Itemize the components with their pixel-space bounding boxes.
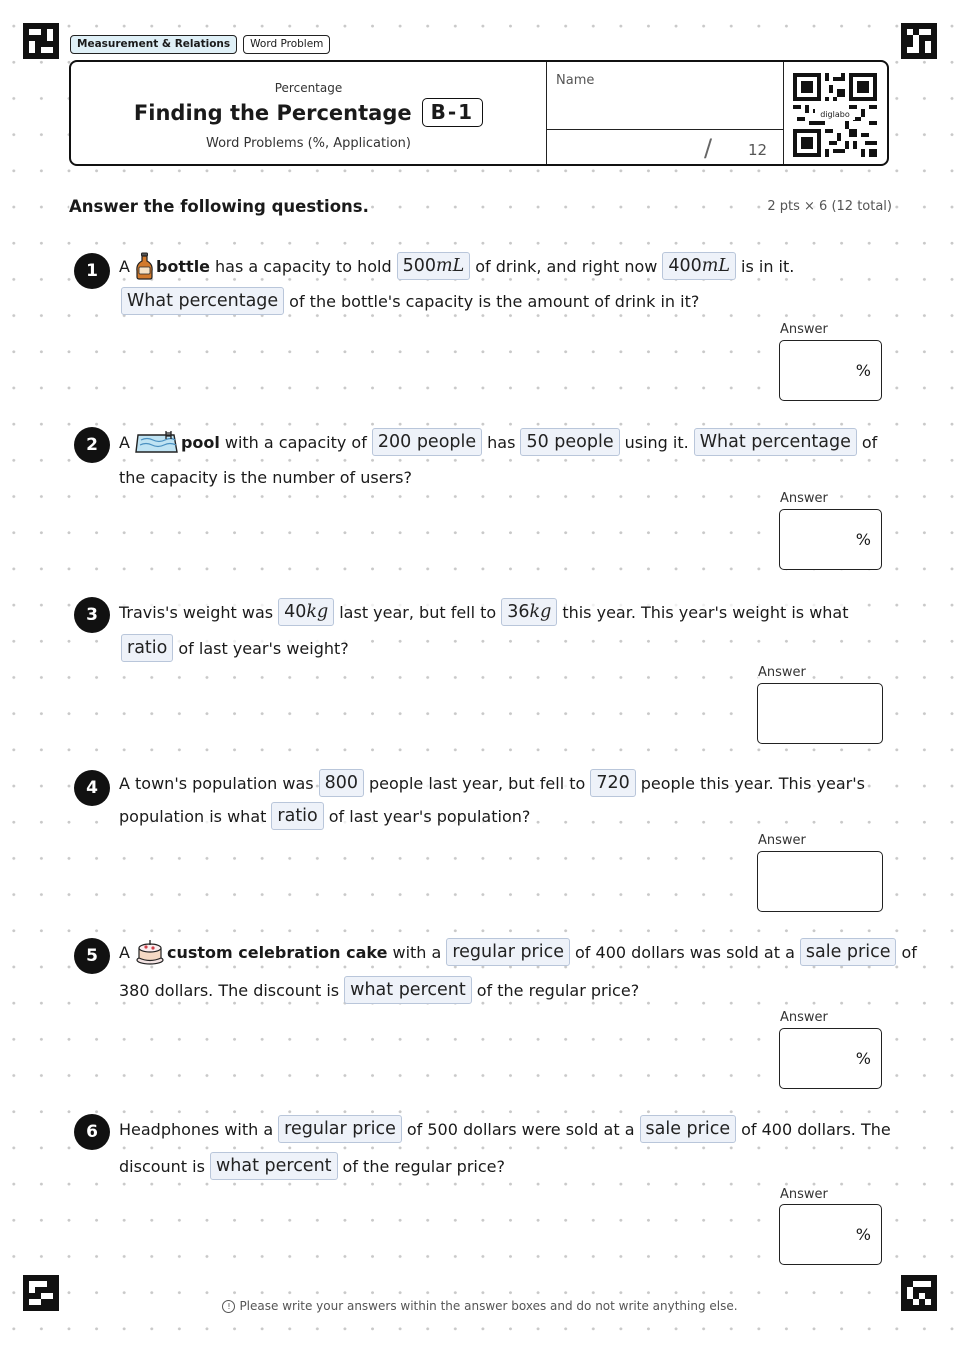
answer-label-4: Answer [758,833,806,848]
type-tag: Word Problem [243,35,330,54]
qr-brand-text: diglabo [815,109,855,120]
question-3-line-1: Travis's weight was 40kg last year, but fell to 36kg this year. This year's weight is what [119,598,849,626]
highlight-box-what-percentage: What percentage [694,428,857,456]
bottle-label: bottle [155,256,211,276]
worksheet-code: B-1 [422,98,483,127]
answer-box-1[interactable] [779,340,882,401]
question-4-line-1: A town's population was 800 people last year, but fell to 720 people this year. This year's [119,769,865,797]
question-1-line-2: What percentage of the bottle's capacity is the amount of drink in it? [116,287,699,315]
highlight-box-what-percentage: What percentage [121,287,284,315]
highlight-box-what-percent: what percent [344,976,472,1004]
worksheet-title: Finding the Percentage [133,100,412,125]
title-block [71,62,546,164]
question-number-4: 4 [74,770,110,806]
question-5-line-2: 380 dollars. The discount is what percent of the regular price? [119,976,639,1004]
worksheet-header [69,60,889,166]
percent-unit: % [855,361,871,380]
highlight-box-500ml: 500mL [397,252,471,280]
percent-unit: % [855,1225,871,1244]
footer-text: Please write your answers within the answer boxes and do not write anything else. [239,1299,738,1313]
footer-note [0,1299,960,1313]
highlight-box-400ml: 400mL [662,252,736,280]
question-1-line-1: A bottle has a capacity to hold 500mL of drink, and right now 400mL is in it. [119,252,794,280]
highlight-box-ratio: ratio [271,802,323,830]
tag-row [70,35,330,54]
highlight-box-50-people: 50 people [520,428,619,456]
answer-label-5: Answer [780,1010,828,1025]
highlight-box-36kg: 36kg [501,598,557,626]
score-total: 12 [748,141,768,159]
question-2-line-2: the capacity is the number of users? [119,468,412,487]
highlight-box-sale-price: sale price [640,1115,737,1143]
answer-box-2[interactable] [779,509,882,570]
instruction-text: Answer the following questions. [69,197,369,216]
question-6-line-2: discount is what percent of the regular price? [119,1152,505,1180]
question-6-line-1: Headphones with a regular price of 500 dollars were sold at a sale price of 400 dollars. The [119,1115,891,1143]
answer-label-1: Answer [780,322,828,337]
highlight-box-regular-price: regular price [446,938,570,966]
highlight-box-what-percent: what percent [210,1152,338,1180]
worksheet-subtitle: Percentage [274,81,343,95]
answer-box-6[interactable] [779,1204,882,1265]
question-number-5: 5 [74,938,110,974]
corner-marker-top-right [901,23,937,59]
pool-label: pool [180,432,220,452]
worksheet-description: Word Problems (%, Application) [206,136,411,151]
percent-unit: % [855,1049,871,1068]
points-note: 2 pts × 6 (12 total) [767,199,892,214]
answer-box-5[interactable] [779,1028,882,1089]
highlight-box-200-people: 200 people [372,428,482,456]
highlight-box-sale-price: sale price [800,938,897,966]
answer-box-4[interactable] [757,851,883,912]
cake-label: custom celebration cake [166,942,388,962]
qr-code-icon [793,73,877,157]
answer-label-3: Answer [758,665,806,680]
answer-label-6: Answer [780,1187,828,1202]
bottle-icon [135,252,154,280]
question-number-3: 3 [74,597,110,633]
highlight-box-800: 800 [319,769,364,797]
highlight-box-40kg: 40kg [278,598,334,626]
info-icon: ! [222,1300,235,1313]
question-4-line-2: population is what ratio of last year's population? [119,802,530,830]
name-divider [547,129,783,130]
answer-box-3[interactable] [757,683,883,744]
pool-icon [135,429,179,455]
highlight-box-720: 720 [590,769,635,797]
question-2-line-1: A pool with a capacity of 200 people has 50 people using it. What percentage of [119,428,877,456]
name-label: Name [556,73,595,88]
question-number-1: 1 [74,253,110,289]
percent-unit: % [855,530,871,549]
question-5-line-1: A custom celebration cake with a regular price of 400 dollars was sold at a sale price of [119,938,917,966]
corner-marker-top-left [23,23,59,59]
question-number-6: 6 [74,1114,110,1150]
name-score-block [546,62,784,164]
score-slash: / [704,134,713,162]
question-3-line-2: ratio of last year's weight? [116,634,349,662]
highlight-box-regular-price: regular price [278,1115,402,1143]
cake-icon [135,938,165,966]
question-number-2: 2 [74,427,110,463]
category-tag: Measurement & Relations [70,35,237,54]
answer-label-2: Answer [780,491,828,506]
highlight-box-ratio: ratio [121,634,173,662]
